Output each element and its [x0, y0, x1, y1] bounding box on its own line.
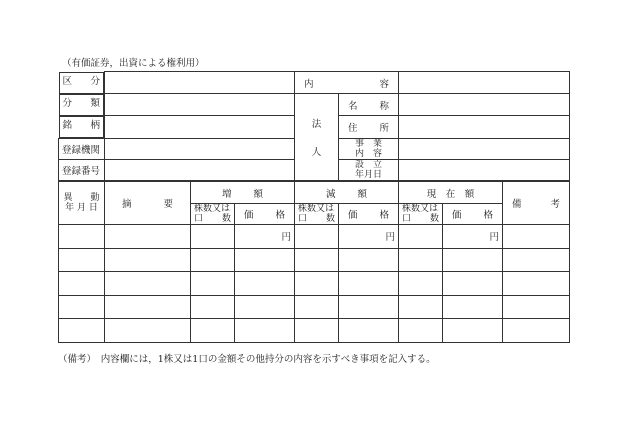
cell[interactable]: [235, 248, 295, 272]
cell[interactable]: [191, 225, 235, 249]
label-meigara: 銘 柄: [59, 116, 105, 138]
cell[interactable]: [339, 248, 399, 272]
cell[interactable]: [339, 319, 399, 343]
cell-yen[interactable]: [443, 225, 503, 249]
cell[interactable]: [295, 319, 339, 343]
cell[interactable]: [339, 295, 399, 319]
field-naiyo[interactable]: [399, 72, 570, 94]
header-kakaku-genzai: 価 格: [443, 204, 503, 225]
field-setsuritsu[interactable]: [399, 159, 570, 180]
form-subtitle: （有価証券，出資による権利用）: [62, 58, 205, 69]
cell[interactable]: [105, 225, 191, 249]
cell[interactable]: [503, 295, 570, 319]
cell-yen[interactable]: [339, 225, 399, 249]
field-jigyo[interactable]: [399, 138, 570, 159]
table-row: [59, 272, 570, 296]
cell[interactable]: [503, 319, 570, 343]
cell[interactable]: [503, 248, 570, 272]
row-kubun: [59, 72, 570, 94]
yen-unit: 円: [281, 232, 291, 244]
cell[interactable]: [443, 319, 503, 343]
label-bunrui: 分 類: [59, 94, 105, 116]
cell[interactable]: [59, 272, 105, 296]
cell[interactable]: [105, 295, 191, 319]
cell[interactable]: [59, 225, 105, 249]
field-toroku-bango[interactable]: [105, 159, 295, 180]
field-jusho[interactable]: [399, 116, 570, 139]
cell[interactable]: [399, 319, 443, 343]
cell[interactable]: [443, 248, 503, 272]
cell[interactable]: [339, 272, 399, 296]
cell[interactable]: [59, 248, 105, 272]
header-tekiyo: 摘 要: [105, 182, 191, 225]
header-kabusu-gen: 株数又は 口 数: [295, 204, 339, 225]
field-toroku-kikan[interactable]: [105, 138, 295, 159]
header-kabusu-zou: 株数又は 口 数: [191, 204, 235, 225]
cell[interactable]: [191, 248, 235, 272]
label-mei: 名 称: [339, 94, 399, 116]
cell[interactable]: [503, 225, 570, 249]
cell-yen[interactable]: [235, 225, 295, 249]
label-naiyo: 内 容: [295, 72, 399, 94]
cell[interactable]: [399, 272, 443, 296]
ledger-header-1: [59, 182, 570, 204]
label-jigyo: 事 業 内 容: [339, 138, 399, 159]
cell[interactable]: [235, 319, 295, 343]
cell[interactable]: [295, 272, 339, 296]
securities-ledger-form: [58, 71, 570, 181]
cell[interactable]: [235, 295, 295, 319]
header-kakaku-gen: 価 格: [339, 204, 399, 225]
cell[interactable]: [59, 319, 105, 343]
label-hojin: 法 人: [295, 94, 339, 181]
cell[interactable]: [399, 225, 443, 249]
label-jusho: 住 所: [339, 116, 399, 139]
label-kubun: 区 分: [59, 72, 105, 94]
cell[interactable]: [295, 248, 339, 272]
cell[interactable]: [191, 295, 235, 319]
cell[interactable]: [399, 248, 443, 272]
form-note: （備考） 内容欄には，1株又は1口の金額その他持分の内容を示すべき事項を記入する。: [58, 354, 436, 365]
header-zougaku: 増 額: [191, 182, 295, 204]
cell[interactable]: [191, 272, 235, 296]
table-row: [59, 319, 570, 343]
cell[interactable]: [443, 295, 503, 319]
cell[interactable]: [191, 319, 235, 343]
row-bunrui: [59, 94, 570, 116]
field-bunrui[interactable]: [105, 94, 295, 116]
cell[interactable]: [105, 319, 191, 343]
field-mei[interactable]: [399, 94, 570, 116]
cell[interactable]: [295, 295, 339, 319]
yen-unit: 円: [385, 232, 395, 244]
label-toroku-kikan: 登録機関: [59, 138, 105, 159]
cell[interactable]: [59, 295, 105, 319]
cell[interactable]: [105, 248, 191, 272]
field-meigara[interactable]: [105, 116, 295, 139]
cell[interactable]: [105, 272, 191, 296]
label-setsuritsu: 設 立 年月日: [339, 159, 399, 180]
cell[interactable]: [399, 295, 443, 319]
table-row: [59, 248, 570, 272]
cell[interactable]: [235, 272, 295, 296]
header-kakaku-zou: 価 格: [235, 204, 295, 225]
yen-unit: 円: [489, 232, 500, 244]
cell[interactable]: [295, 225, 339, 249]
header-genngaku: 減 額: [295, 182, 399, 204]
header-genzai: 現 在 額: [399, 182, 503, 204]
label-toroku-bango: 登録番号: [59, 159, 105, 180]
cell[interactable]: [503, 272, 570, 296]
header-biko: 備 考: [503, 182, 570, 225]
table-row: [59, 295, 570, 319]
cell[interactable]: [443, 272, 503, 296]
table-row: [59, 225, 570, 249]
header-kabusu-genzai: 株数又は 口 数: [399, 204, 443, 225]
field-kubun[interactable]: [105, 72, 295, 94]
movement-ledger: [58, 181, 570, 343]
header-ido: 異 動 年 月 日: [59, 182, 105, 225]
